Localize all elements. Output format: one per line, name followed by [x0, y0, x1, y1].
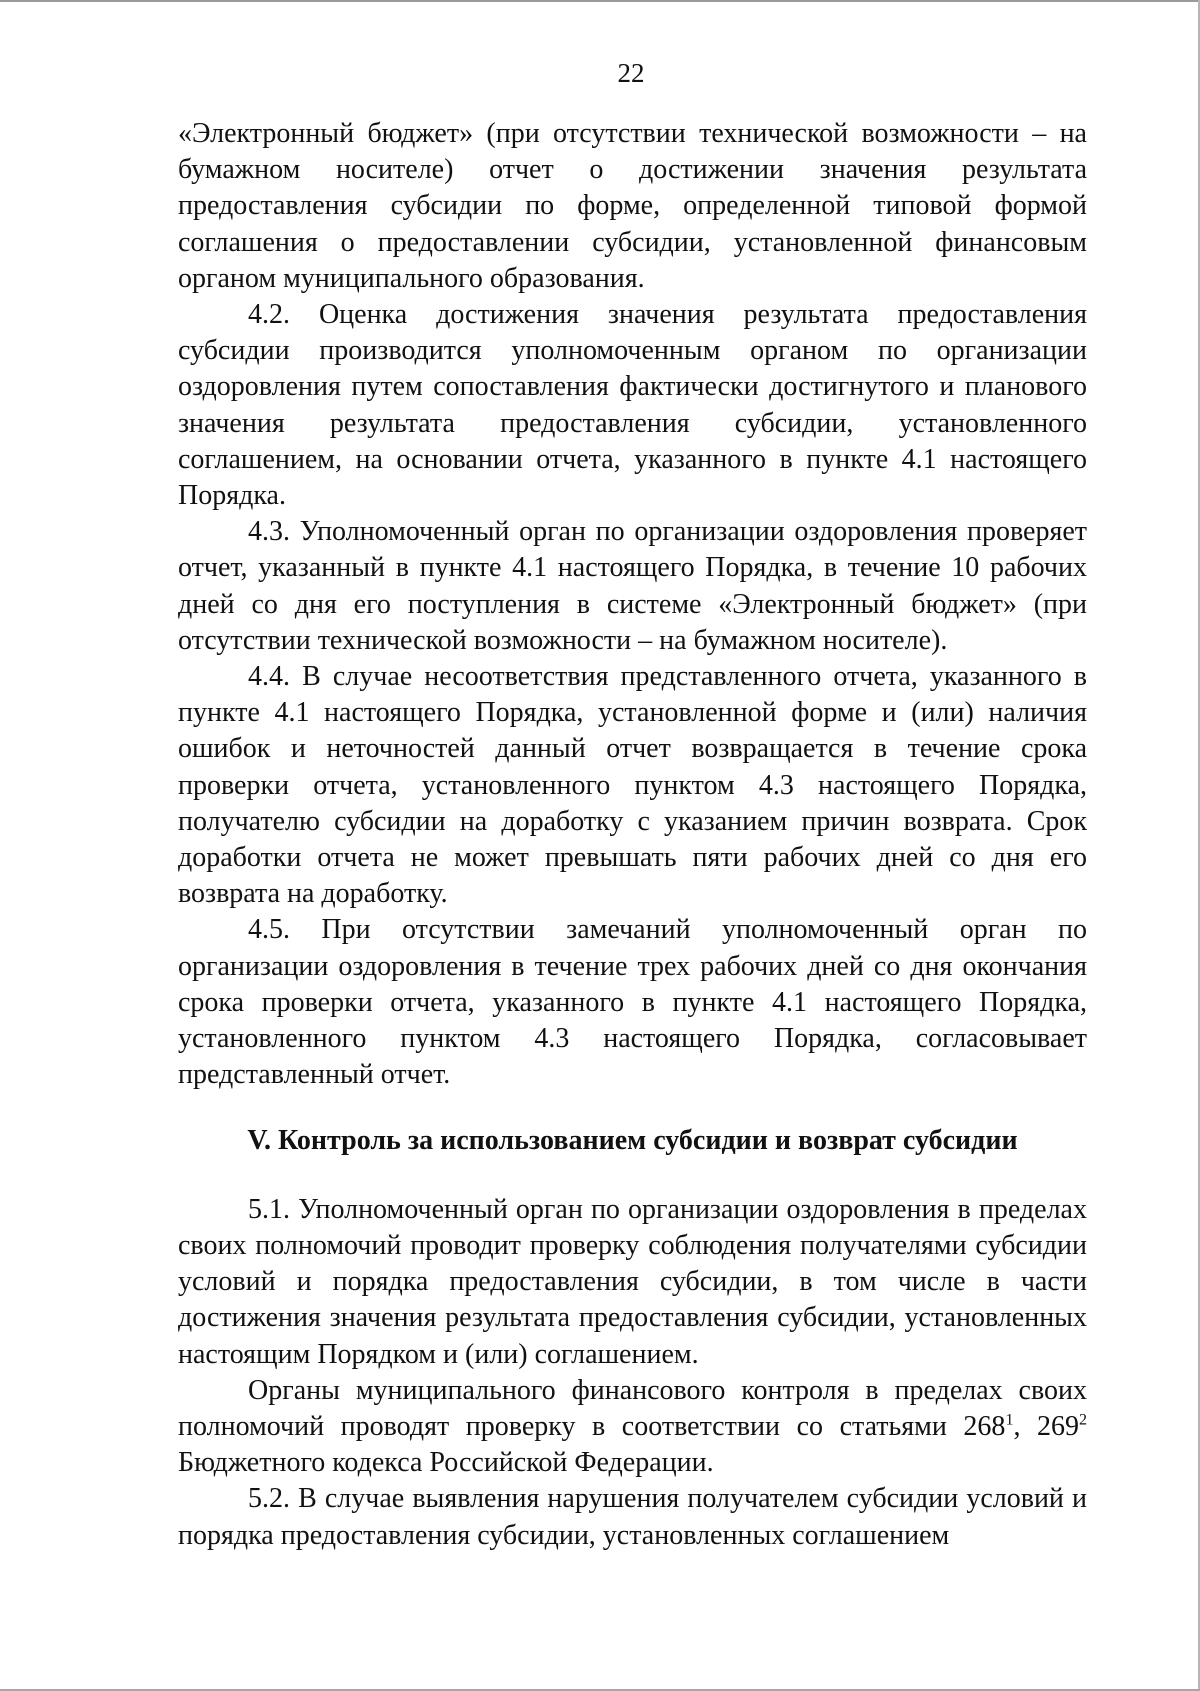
superscript: 2: [1079, 1411, 1088, 1429]
scan-edge-top: [0, 0, 1200, 2]
paragraph-text: , 269: [1013, 1410, 1080, 1442]
paragraph-4-2: 4.2. Оценка достижения значения результата предоставления субсидии производится уполномоченным органом по организации оздоровления путем сопоставления фактически достигнутого и планового значения результата предоставления субсидии, установленного соглашением, на основании отчета, указанного в пункте 4.1 настоящего Порядка.: [178, 299, 1087, 512]
paragraph-5-1-financial-control: [178, 1373, 1087, 1482]
section-heading: V. Контроль за использованием субсидии и возврат субсидии: [247, 1125, 1018, 1157]
paragraph-4-5: 4.5. При отсутствии замечаний уполномоченный орган по организации оздоровления в течение трех рабочих дней со дня окончания срока проверки отчета, указанного в пункте 4.1 настоящего Порядка, установленного пунктом 4.3 настоящего Порядка, согласовывает представленный отчет.: [178, 914, 1087, 1091]
page-number: 22: [617, 58, 645, 88]
paragraph-text: Бюджетного кодекса Российской Федерации.: [178, 1447, 714, 1479]
paragraph-5-2: 5.2. В случае выявления нарушения получателем субсидии условий и порядка предоставления субсидии, установленных соглашением: [178, 1483, 1087, 1551]
paragraph-5-1: 5.1. Уполномоченный орган по организации оздоровления в пределах своих полномочий проводит проверку соблюдения получателями субсидии условий и порядка предоставления субсидии, в том числе в части достижения значения результата предоставления субсидии, установленных настоящим Порядком и (или) соглашением.: [178, 1193, 1087, 1370]
paragraph-text: Органы муниципального финансового контроля в пределах своих полномочий проводят проверку в соответствии со статьями 268: [178, 1374, 1087, 1442]
paragraph-4-3: 4.3. Уполномоченный орган по организации оздоровления проверяет отчет, указанный в пункте 4.1 настоящего Порядка, в течение 10 рабочих дней со дня его поступления в системе «Электронный бюджет» (при отсутствии технической возможности – на бумажном носителе).: [178, 516, 1087, 656]
paragraph-4-4: 4.4. В случае несоответствия представленного отчета, указанного в пункте 4.1 настоящего Порядка, установленной форме и (или) наличия ошибок и неточностей данный отчет возвращается в течение срока проверки отчета, установленного пунктом 4.3 настоящего Порядка, получателю субсидии на доработку с указанием причин возврата. Срок доработки отчета не может превышать пяти рабочих дней со дня его возврата на доработку.: [178, 661, 1087, 910]
document-body: [178, 116, 1087, 1554]
paragraph-continuation: «Электронный бюджет» (при отсутствии технической возможности – на бумажном носителе) отчет о достижении значения результата предоставления субсидии по форме, определенной типовой формой соглашения о предоставлении субсидии, установленной финансовым органом муниципального образования.: [178, 118, 1087, 294]
superscript: 1: [1005, 1411, 1014, 1429]
